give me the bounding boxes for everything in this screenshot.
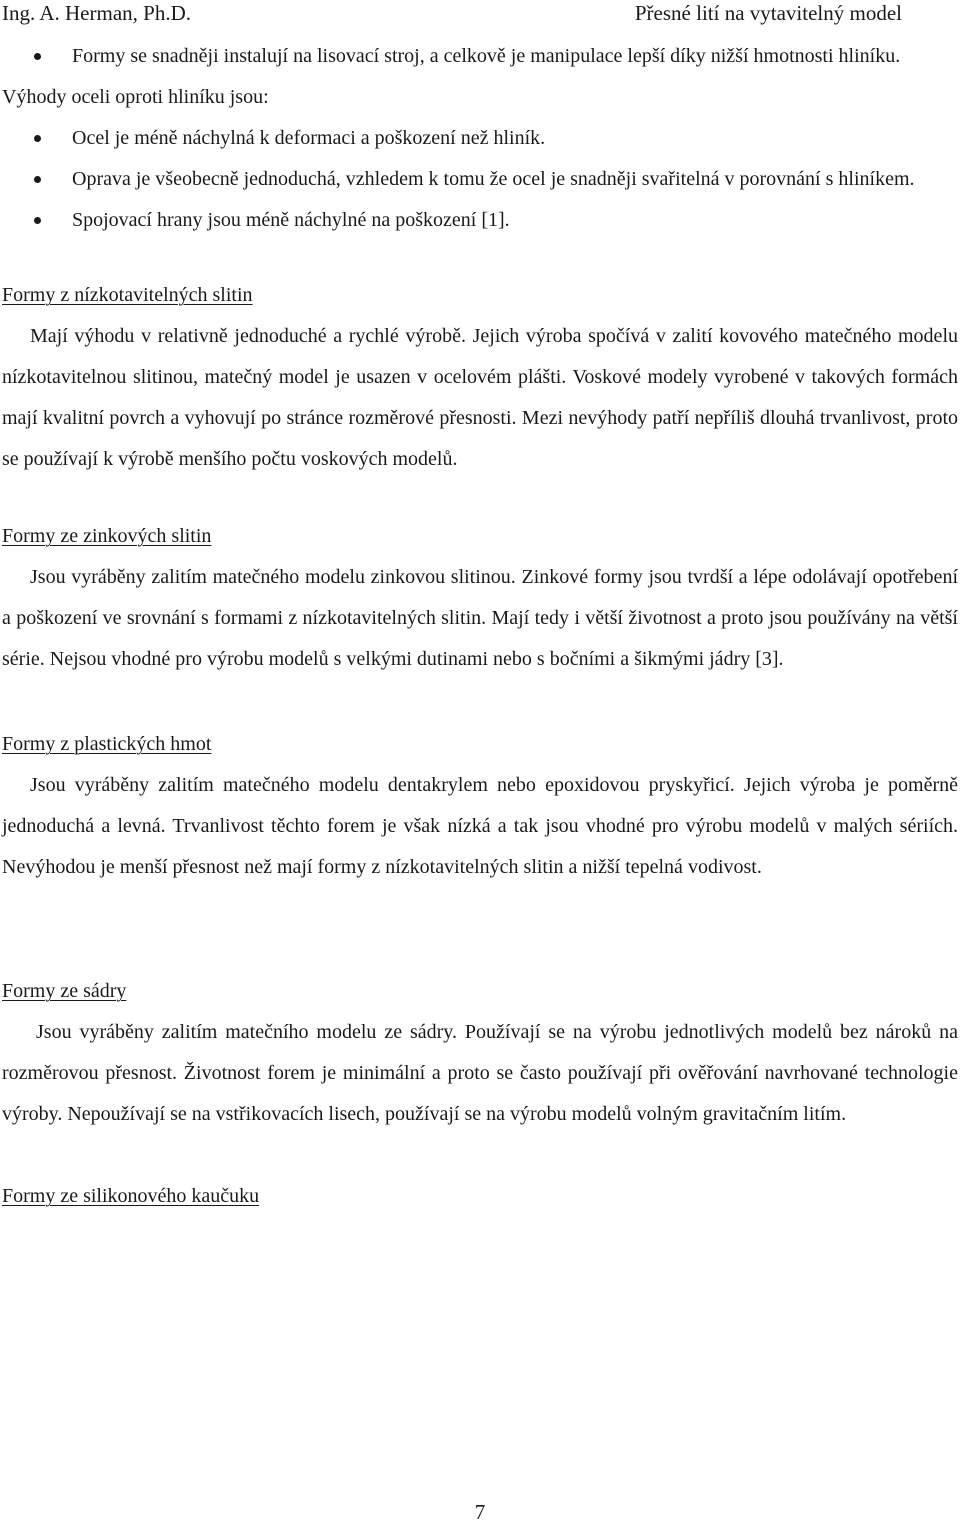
bullet-icon — [34, 53, 41, 60]
header-title: Přesné lití na vytavitelný model — [634, 1, 902, 25]
section-text-low-melting-alloys: Mají výhodu v relativně jednoduché a rychlé výrobě. Jejich výroba spočívá v zalití kovového matečného modelu nízkotavitelnou slitinou, matečný model je usazen v ocelovém plášti. Voskové modely vyrobené v takových formách mají kvalitní povrch a vyhovují po stránce rozměrové přesnosti. Mezi nevýhody patří nepříliš dlouhá trvanlivost, proto se používají k výrobě menšího počtu voskových modelů. — [2, 325, 958, 470]
list-item: Spojovací hrany jsou méně náchylné na poškození [1]. — [2, 200, 958, 241]
section-heading-silicone-rubber: Formy ze silikonového kaučuku — [2, 1185, 260, 1207]
steel-advantages-list — [2, 118, 958, 241]
section-heading-plastics: Formy z plastických hmot — [2, 733, 212, 755]
section-text-zinc-alloys: Jsou vyráběny zalitím matečného modelu zinkovou slitinou. Zinkové formy jsou tvrdší a lépe odolávají opotřebení a poškození ve srovnání s formami z nízkotavitelných slitin. Mají tedy i větší životnost a proto jsou používány na větší série. Nejsou vhodné pro výrobu modelů s velkými dutinami nebo s bočními a šikmými jádry [3]. — [2, 566, 958, 670]
section-heading-zinc-alloys: Formy ze zinkových slitin — [2, 525, 212, 547]
section-heading-plaster: Formy ze sádry — [2, 980, 127, 1002]
section-text-plastics: Jsou vyráběny zalitím matečného modelu dentakrylem nebo epoxidovou pryskyřicí. Jejich výroba je poměrně jednoduchá a levná. Trvanlivost těchto forem je však nízká a tak jsou vhodné pro výrobu modelů v malých sériích. Nevýhodou je menší přesnost než mají formy z nízkotavitelných slitin a nižší tepelná vodivost. — [2, 774, 958, 878]
list-item: Oprava je všeobecně jednoduchá, vzhledem k tomu že ocel je snadněji svařitelná v porovnání s hliníkem. — [2, 159, 958, 200]
aluminium-advantages-list — [2, 36, 958, 77]
list-item: Ocel je méně náchylná k deformaci a poškození než hliník. — [2, 118, 958, 159]
section-heading-low-melting-alloys: Formy z nízkotavitelných slitin — [2, 284, 253, 306]
bullet-icon — [34, 217, 41, 224]
bullet-icon — [34, 135, 41, 142]
bullet-icon — [34, 176, 41, 183]
steel-advantages-intro: Výhody oceli oproti hliníku jsou: — [2, 86, 269, 108]
section-text-plaster: Jsou vyráběny zalitím matečního modelu ze sádry. Používají se na výrobu jednotlivých modelů bez nároků na rozměrovou přesnost. Životnost forem je minimální a proto se často používají při ověřování navrhované technologie výroby. Nepoužívají se na vstřikovacích lisech, používají se na výrobu modelů volným gravitačním litím. — [2, 1021, 958, 1125]
list-item: Formy se snadněji instalují na lisovací stroj, a celkově je manipulace lepší díky nižší hmotnosti hliníku. — [2, 36, 958, 77]
header-author: Ing. A. Herman, Ph.D. — [2, 1, 191, 25]
document-body — [2, 36, 958, 1217]
page-number: 7 — [474, 1500, 486, 1524]
page-header — [0, 0, 960, 30]
